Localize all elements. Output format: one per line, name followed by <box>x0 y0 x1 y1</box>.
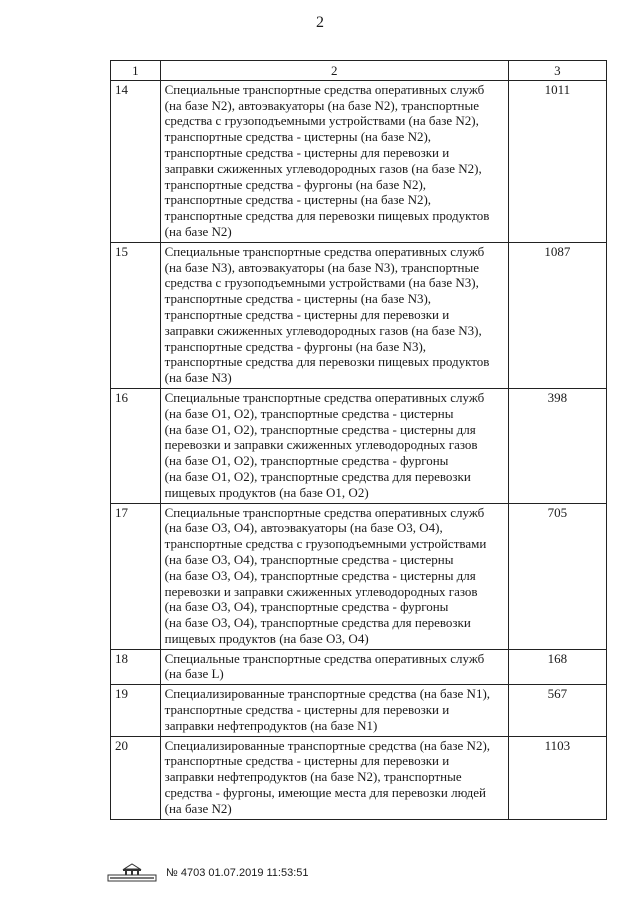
table-header-row <box>111 61 607 81</box>
vehicle-category-table <box>110 60 607 820</box>
row-description: Специализированные транспортные средства (на базе N1), транспортные средства - цистерны для перевозки и заправки нефтепродуктов (на базе N1) <box>160 685 508 736</box>
row-number: 18 <box>111 649 161 685</box>
row-value: 398 <box>508 388 606 503</box>
header-col-2: 2 <box>160 61 508 81</box>
table-row <box>111 242 607 388</box>
table-row <box>111 685 607 736</box>
table-row <box>111 736 607 819</box>
row-number: 17 <box>111 503 161 649</box>
row-description: Специальные транспортные средства оперативных служб (на базе O1, O2), транспортные средства - цистерны (на базе O1, O2), транспортные средства - цистерны для перевозки и заправки сжиженных углеводородных газов (на базе O1, O2), транспортные средства - фургоны (на базе O1, O2), транспортные средства для перевозки пищевых продуктов (на базе O1, O2) <box>160 388 508 503</box>
row-value: 168 <box>508 649 606 685</box>
building-stamp-icon <box>106 862 158 884</box>
row-description: Специальные транспортные средства оперативных служб (на базе N3), автоэвакуаторы (на базе N3), транспортные средства с грузоподъемными устройствами (на базе N3), транспортные средства - цистерны (на базе N3), транспортные средства - цистерны для перевозки и заправки сжиженных углеводородных газов (на базе N3), транспортные средства - фургоны (на базе N3), транспортные средства для перевозки пищевых продуктов (на базе N3) <box>160 242 508 388</box>
row-value: 567 <box>508 685 606 736</box>
page-number: 2 <box>316 14 324 31</box>
row-value: 1103 <box>508 736 606 819</box>
row-value: 1011 <box>508 80 606 242</box>
row-description: Специальные транспортные средства оперативных служб (на базе L) <box>160 649 508 685</box>
header-col-3: 3 <box>508 61 606 81</box>
row-description: Специализированные транспортные средства (на базе N2), транспортные средства - цистерны для перевозки и заправки нефтепродуктов (на базе N2), транспортные средства - фургоны, имеющие места для перевозки людей (на базе N2) <box>160 736 508 819</box>
row-value: 1087 <box>508 242 606 388</box>
registration-number: № 4703 01.07.2019 11:53:51 <box>166 867 309 879</box>
row-number: 15 <box>111 242 161 388</box>
registration-stamp <box>106 862 309 884</box>
table-row <box>111 80 607 242</box>
row-number: 19 <box>111 685 161 736</box>
row-description: Специальные транспортные средства оперативных служб (на базе O3, O4), автоэвакуаторы (на базе O3, O4), транспортные средства с грузоподъемными устройствами (на базе O3, O4), транспортные средства - цистерны (на базе O3, O4), транспортные средства - цистерны для перевозки и заправки сжиженных углеводородных газов (на базе O3, O4), транспортные средства - фургоны (на базе O3, O4), транспортные средства для перевозки пищевых продуктов (на базе O3, O4) <box>160 503 508 649</box>
row-number: 20 <box>111 736 161 819</box>
row-number: 14 <box>111 80 161 242</box>
table-row <box>111 503 607 649</box>
row-value: 705 <box>508 503 606 649</box>
header-col-1: 1 <box>111 61 161 81</box>
row-description: Специальные транспортные средства оперативных служб (на базе N2), автоэвакуаторы (на базе N2), транспортные средства с грузоподъемными устройствами (на базе N2), транспортные средства - цистерны (на базе N2), транспортные средства - цистерны для перевозки и заправки сжиженных углеводородных газов (на базе N2), транспортные средства - фургоны (на базе N2), транспортные средства - цистерны (на базе N2), транспортные средства для перевозки пищевых продуктов (на базе N2) <box>160 80 508 242</box>
row-number: 16 <box>111 388 161 503</box>
table-row <box>111 649 607 685</box>
table-row <box>111 388 607 503</box>
